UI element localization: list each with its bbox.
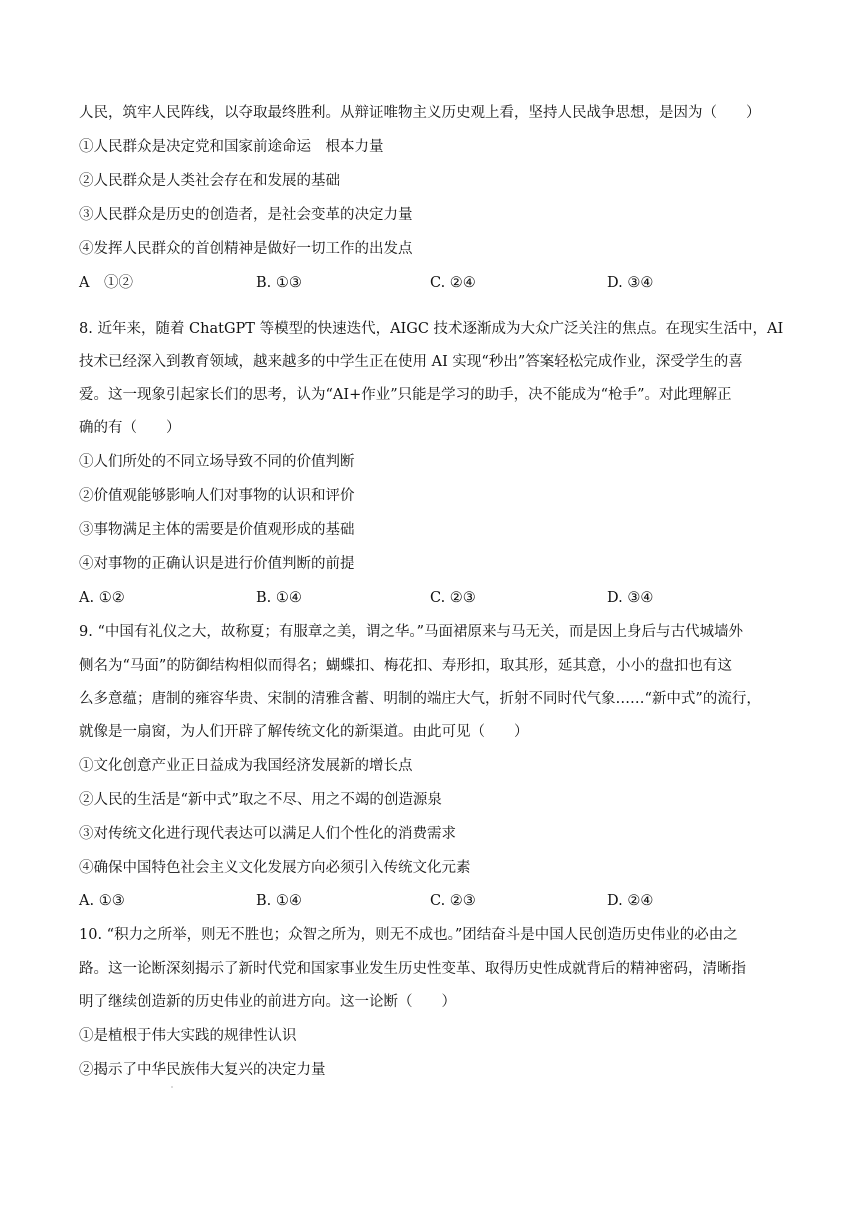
q8-option-b: B. ①④ [256,590,302,606]
q10-stem-line-2: 路。这一论断深刻揭示了新时代党和国家事业发生历史性变革、取得历史性成就背后的精神密码，清晰指 [79,961,746,977]
q8-item-3: ③事物满足主体的需要是价值观形成的基础 [79,522,355,538]
q10-stem-line-3: 明了继续创造新的历史伟业的前进方向。这一论断（ ） [79,994,456,1010]
q9-stem-line-4: 就像是一扇窗，为人们开辟了解传统文化的新渠道。由此可见（ ） [79,724,529,740]
q7-option-b: B. ①③ [256,275,302,291]
q10-item-1: ①是植根于伟大实践的规律性认识 [79,1028,297,1044]
q8-item-2: ②价值观能够影响人们对事物的认识和评价 [79,488,355,504]
q9-item-4: ④确保中国特色社会主义文化发展方向必须引入传统文化元素 [79,860,471,876]
q8-option-a: A. ①② [79,590,125,606]
scan-speck [171,1086,173,1088]
q9-item-2: ②人民的生活是“新中式”取之不尽、用之不竭的创造源泉 [79,792,442,808]
q9-option-d: D. ②④ [607,893,654,909]
q9-option-b: B. ①④ [256,893,302,909]
q7-item-4: ④发挥人民群众的首创精神是做好一切工作的出发点 [79,241,413,257]
q7-item-2: ②人民群众是人类社会存在和发展的基础 [79,173,340,189]
q9-option-c: C. ②③ [430,893,476,909]
q9-stem-line-1: 9. “中国有礼仪之大，故称夏；有服章之美，谓之华。”马面裙原来与马无关，而是因上身后与古代城墙外 [79,624,744,640]
q8-option-c: C. ②③ [430,590,476,606]
q10-stem-line-1: 10. “积力之所举，则无不胜也；众智之所为，则无不成也。”团结奋斗是中国人民创造历史伟业的必由之 [79,927,738,943]
q9-options [79,891,779,911]
q9-option-a: A. ①③ [79,893,125,909]
q8-stem-line-3: 爱。这一现象引起家长们的思考，认为“AI+作业”只能是学习的助手，决不能成为“枪手”。对此理解正 [79,387,732,403]
q7-item-3: ③人民群众是历史的创造者，是社会变革的决定力量 [79,207,413,223]
q8-stem-line-2: 技术已经深入到教育领域，越来越多的中学生正在使用 AI 实现“秒出”答案轻松完成作业，深受学生的喜 [79,354,743,370]
q10-item-2: ②揭示了中华民族伟大复兴的决定力量 [79,1062,326,1078]
q7-item-1: ①人民群众是决定党和国家前途命运 根本力量 [79,139,384,155]
q7-option-a: A ①② [79,275,133,291]
q7-options [79,273,779,293]
q9-item-3: ③对传统文化进行现代表达可以满足人们个性化的消费需求 [79,826,456,842]
q8-options [79,588,779,608]
q9-stem-line-3: 么多意蕴；唐制的雍容华贵、宋制的清雅含蓄、明制的端庄大气，折射不同时代气象……“新中式”的流行， [79,691,761,707]
q8-stem-line-1: 8. 近年来，随着 ChatGPT 等模型的快速迭代，AIGC 技术逐渐成为大众广泛关注的焦点。在现实生活中，AI [79,321,784,337]
q7-option-c: C. ②④ [430,275,476,291]
q8-stem-line-4: 确的有（ ） [79,420,181,436]
q8-item-4: ④对事物的正确认识是进行价值判断的前提 [79,556,355,572]
q9-item-1: ①文化创意产业正日益成为我国经济发展新的增长点 [79,758,413,774]
q9-stem-line-2: 侧名为“马面”的防御结构相似而得名；蝴蝶扣、梅花扣、寿形扣，取其形，延其意，小小的盘扣也有这 [79,658,732,674]
q7-option-d: D. ③④ [607,275,654,291]
q8-option-d: D. ③④ [607,590,654,606]
q8-item-1: ①人们所处的不同立场导致不同的价值判断 [79,454,355,470]
q7-stem-line: 人民，筑牢人民阵线，以夺取最终胜利。从辩证唯物主义历史观上看，坚持人民战争思想，是因为（ ） [79,105,761,121]
